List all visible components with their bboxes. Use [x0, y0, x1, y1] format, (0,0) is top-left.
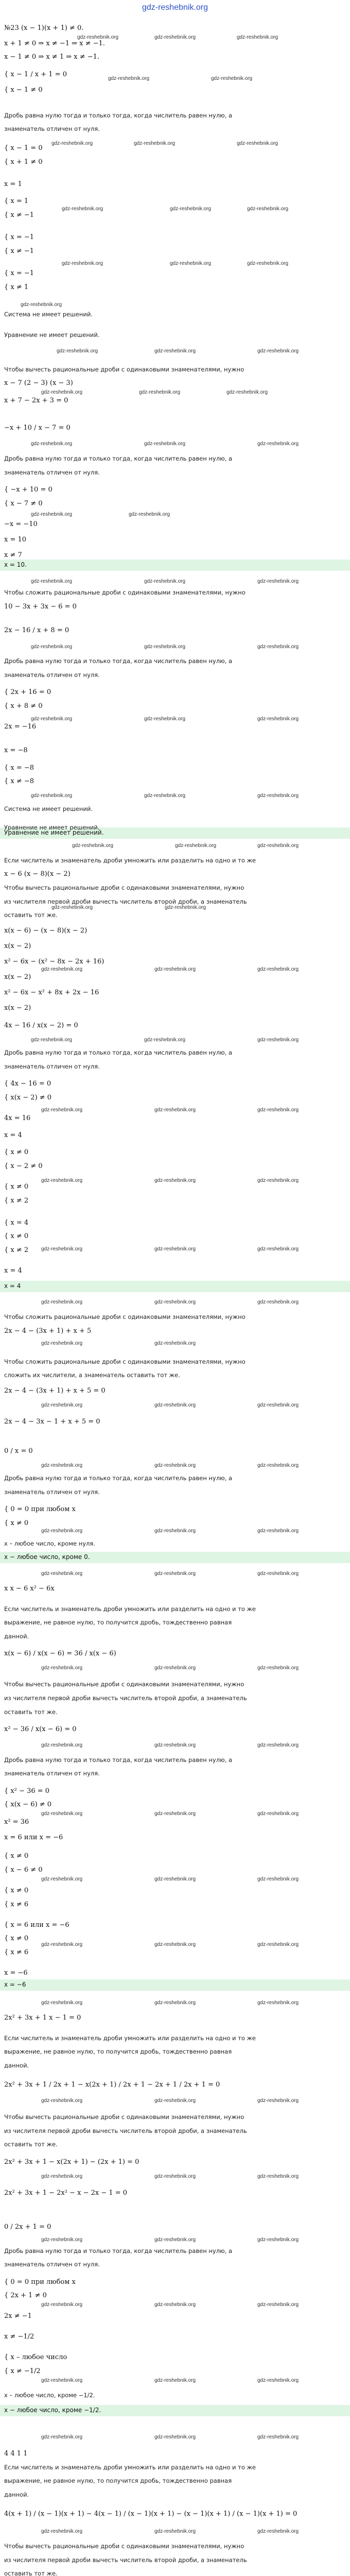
explanation-text: оставить тот же. — [4, 1708, 58, 1716]
explanation-text: Система не имеет решений. — [4, 311, 93, 318]
explanation-text: Чтобы сложить рациональные дроби с одинаковыми знаменателями, нужно — [4, 1358, 246, 1365]
site-header[interactable] — [0, 3, 350, 12]
watermark: gdz-reshebnik.org — [41, 1811, 83, 1817]
answer-highlight — [0, 1979, 350, 1991]
math-line: x² − 6x − (x² − 8x − 2x + 16) — [4, 958, 104, 965]
watermark: gdz-reshebnik.org — [154, 2434, 196, 2440]
math-line: 2x = −16 — [4, 723, 37, 731]
watermark: gdz-reshebnik.org — [41, 389, 83, 395]
explanation-text: знаменатель отличен от нуля. — [4, 469, 100, 476]
explanation-text: знаменатель отличен от нуля. — [4, 671, 100, 679]
explanation-text: знаменатель отличен от нуля. — [4, 125, 100, 132]
math-line: x² − 36 / x(x − 6) = 0 — [4, 1725, 77, 1733]
watermark: gdz-reshebnik.org — [154, 2237, 196, 2243]
watermark: gdz-reshebnik.org — [247, 206, 289, 212]
watermark: gdz-reshebnik.org — [257, 1665, 299, 1671]
explanation-text: из числителя первой дроби вычесть числитель второй дроби, а знаменатель — [4, 898, 247, 905]
watermark: gdz-reshebnik.org — [257, 843, 299, 849]
watermark: gdz-reshebnik.org — [41, 1942, 83, 1947]
math-line: { x = −8 — [4, 764, 34, 772]
watermark: gdz-reshebnik.org — [257, 2302, 299, 2308]
watermark: gdz-reshebnik.org — [31, 512, 73, 517]
explanation-text: Чтобы вычесть рациональные дроби с одинаковыми знаменателями, нужно — [4, 2113, 244, 2121]
watermark: gdz-reshebnik.org — [257, 1107, 299, 1113]
watermark: gdz-reshebnik.org — [62, 206, 103, 212]
watermark: gdz-reshebnik.org — [154, 2529, 196, 2534]
math-line: x − 6 (x − 8)(x − 2) — [4, 870, 71, 878]
math-line: { x ≠ 2 — [4, 1246, 29, 1254]
watermark: gdz-reshebnik.org — [257, 1742, 299, 1748]
explanation-text: оставить тот же. — [4, 2141, 58, 2148]
explanation-text: из числителя первой дроби вычесть числитель второй дроби, а знаменатель — [4, 1694, 247, 1702]
explanation-text: Дробь равна нулю тогда и только тогда, когда числитель равен нулю, а — [4, 112, 233, 119]
watermark: gdz-reshebnik.org — [144, 579, 186, 584]
explanation-text: Чтобы вычесть рациональные дроби с одинаковыми знаменателями, нужно — [4, 2543, 244, 2550]
watermark: gdz-reshebnik.org — [154, 1876, 196, 1882]
watermark: gdz-reshebnik.org — [226, 389, 268, 395]
math-line: { x = −1 — [4, 269, 34, 277]
watermark: gdz-reshebnik.org — [41, 1463, 83, 1468]
math-line: −x = −10 — [4, 520, 38, 528]
math-line: x(x − 2) — [4, 1004, 31, 1012]
math-line: 0 / x = 0 — [4, 1447, 33, 1455]
watermark: gdz-reshebnik.org — [77, 35, 119, 40]
watermark: gdz-reshebnik.org — [257, 2529, 299, 2534]
math-line: { x ≠ 0 — [4, 1852, 29, 1860]
explanation-text: знаменатель отличен от нуля. — [4, 1770, 100, 1777]
watermark: gdz-reshebnik.org — [41, 2434, 83, 2440]
watermark: gdz-reshebnik.org — [257, 1811, 299, 1817]
math-line: x ≠ −1/2 — [4, 2333, 34, 2341]
watermark: gdz-reshebnik.org — [31, 644, 73, 650]
watermark: gdz-reshebnik.org — [154, 348, 196, 354]
watermark: gdz-reshebnik.org — [41, 2378, 83, 2383]
explanation-text: знаменатель отличен от нуля. — [4, 1063, 100, 1070]
watermark: gdz-reshebnik.org — [41, 2302, 83, 2308]
watermark: gdz-reshebnik.org — [257, 348, 299, 354]
watermark: gdz-reshebnik.org — [154, 1942, 196, 1947]
explanation-text: Если числитель и знаменатель дроби умножить или разделить на одно и то же — [4, 1605, 256, 1613]
watermark: gdz-reshebnik.org — [257, 2434, 299, 2440]
explanation-text: Уравнение не имеет решений. — [4, 824, 100, 831]
math-line: x(x − 6) − (x − 8)(x − 2) — [4, 927, 87, 935]
math-line: { x − 1 / x + 1 = 0 — [4, 71, 67, 78]
math-line: { x ≠ 2 — [4, 1197, 29, 1205]
answer-highlight — [0, 1281, 350, 1292]
math-line: { x ≠ 6 — [4, 1948, 29, 1956]
watermark: gdz-reshebnik.org — [41, 1402, 83, 1408]
explanation-text: Если числитель и знаменатель дроби умножить или разделить на одно и то же — [4, 2035, 256, 2042]
math-line: x(x − 2) — [4, 942, 31, 950]
watermark: gdz-reshebnik.org — [62, 261, 103, 266]
watermark: gdz-reshebnik.org — [21, 302, 62, 308]
explanation-text: данной. — [4, 1633, 29, 1640]
math-line: x = 4 — [4, 1267, 22, 1275]
explanation-text: выражение, не равное нулю, то получится дробь, тождественно равная — [4, 1619, 232, 1626]
answer-highlight — [0, 560, 350, 571]
math-line: { x = 1 — [4, 197, 29, 205]
math-line: { x ≠ 0 — [4, 1232, 29, 1240]
math-line: x = −8 — [4, 747, 28, 754]
math-line: { x = 4 — [4, 1219, 29, 1227]
explanation-text: Дробь равна нулю тогда и только тогда, когда числитель равен нулю, а — [4, 1475, 233, 1482]
watermark: gdz-reshebnik.org — [257, 1876, 299, 1882]
math-line: { x(x − 2) ≠ 0 — [4, 1094, 52, 1101]
watermark: gdz-reshebnik.org — [257, 1463, 299, 1468]
answer-text: x − любое число, кроме −1/2. — [4, 2406, 101, 2414]
watermark: gdz-reshebnik.org — [41, 1876, 83, 1882]
watermark: gdz-reshebnik.org — [154, 2000, 196, 2006]
math-line: 4x − 16 / x(x − 2) = 0 — [4, 1022, 78, 1029]
watermark: gdz-reshebnik.org — [211, 76, 253, 81]
math-line: 4(x + 1) / (x − 1)(x + 1) − 4(x − 1) / (x − 1)(x + 1) − (x − 1)(x + 1) / (x − 1)(x + 1) = 0 — [4, 2510, 297, 2518]
math-line: { 2x + 1 ≠ 0 — [4, 2292, 47, 2299]
watermark: gdz-reshebnik.org — [257, 2237, 299, 2243]
math-line: x ≠ 7 — [4, 551, 22, 559]
watermark: gdz-reshebnik.org — [41, 1665, 83, 1671]
math-line: x = 10 — [4, 536, 27, 544]
math-line: 10 − 3x + 3x − 6 = 0 — [4, 603, 77, 611]
watermark: gdz-reshebnik.org — [257, 2098, 299, 2104]
math-line: { x − 1 ≠ 0 — [4, 86, 43, 94]
answer-text: x = 4 — [4, 1282, 21, 1290]
watermark: gdz-reshebnik.org — [41, 1246, 83, 1252]
explanation-text: выражение, не равное нулю, то получится дробь, тождественно равная — [4, 2048, 232, 2055]
watermark: gdz-reshebnik.org — [257, 1571, 299, 1577]
explanation-text: x – любое число, кроме нуля. — [4, 1540, 95, 1547]
math-line: x + 7 − 2x + 3 = 0 — [4, 397, 68, 404]
math-line: x + 1 ≠ 0 ⇒ x ≠ −1 ⇒ x ≠ −1. — [4, 40, 105, 47]
math-line: { x − 2 ≠ 0 — [4, 1162, 43, 1170]
math-line: x = 4 — [4, 1131, 22, 1139]
explanation-text: данной. — [4, 2062, 29, 2069]
watermark: gdz-reshebnik.org — [57, 348, 98, 354]
math-line: { x(x − 6) ≠ 0 — [4, 1801, 52, 1808]
explanation-text: оставить тот же. — [4, 2570, 58, 2576]
watermark: gdz-reshebnik.org — [129, 512, 170, 517]
watermark: gdz-reshebnik.org — [31, 716, 73, 722]
watermark: gdz-reshebnik.org — [257, 441, 299, 447]
watermark: gdz-reshebnik.org — [154, 1107, 196, 1113]
watermark: gdz-reshebnik.org — [257, 1528, 299, 1534]
watermark: gdz-reshebnik.org — [154, 1571, 196, 1577]
watermark: gdz-reshebnik.org — [154, 2302, 196, 2308]
math-line: { x − 7 ≠ 0 — [4, 500, 43, 507]
math-line: 0 / 2x + 1 = 0 — [4, 2223, 51, 2231]
watermark: gdz-reshebnik.org — [108, 76, 150, 81]
math-line: x − 1 ≠ 0 ⇒ x ≠ 1 ⇒ x ≠ −1. — [4, 53, 100, 61]
math-line: { x ≠ −1 — [4, 247, 34, 255]
math-line: №23 (x − 1)(x + 1) ≠ 0. — [4, 24, 84, 32]
watermark: gdz-reshebnik.org — [170, 206, 212, 212]
watermark: gdz-reshebnik.org — [154, 1402, 196, 1408]
site-name[interactable]: gdz-reshebnik.org — [142, 3, 208, 12]
math-line: { x = −1 — [4, 233, 34, 241]
explanation-text: Дробь равна нулю тогда и только тогда, когда числитель равен нулю, а — [4, 2247, 233, 2255]
watermark: gdz-reshebnik.org — [41, 2098, 83, 2104]
watermark: gdz-reshebnik.org — [41, 2529, 83, 2534]
watermark: gdz-reshebnik.org — [41, 1571, 83, 1577]
watermark: gdz-reshebnik.org — [154, 2174, 196, 2179]
math-line: x(x − 6) / x(x − 6) = 36 / x(x − 6) — [4, 1650, 116, 1657]
watermark: gdz-reshebnik.org — [41, 2000, 83, 2006]
watermark: gdz-reshebnik.org — [41, 1299, 83, 1305]
watermark: gdz-reshebnik.org — [41, 2237, 83, 2243]
watermark: gdz-reshebnik.org — [154, 1665, 196, 1671]
watermark: gdz-reshebnik.org — [41, 967, 83, 972]
watermark: gdz-reshebnik.org — [144, 644, 186, 650]
explanation-text: Если числитель и знаменатель дроби умножить или разделить на одно и то же — [4, 857, 256, 864]
watermark: gdz-reshebnik.org — [31, 441, 73, 447]
watermark: gdz-reshebnik.org — [144, 716, 186, 722]
watermark: gdz-reshebnik.org — [31, 1037, 73, 1043]
explanation-text: Дробь равна нулю тогда и только тогда, когда числитель равен нулю, а — [4, 455, 233, 462]
explanation-text: Система не имеет решений. — [4, 805, 93, 812]
watermark: gdz-reshebnik.org — [247, 261, 289, 266]
math-line: { 0 = 0 при любом x — [4, 2278, 76, 2286]
watermark: gdz-reshebnik.org — [72, 843, 114, 849]
watermark: gdz-reshebnik.org — [31, 579, 73, 584]
watermark: gdz-reshebnik.org — [154, 1742, 196, 1748]
watermark: gdz-reshebnik.org — [170, 261, 212, 266]
explanation-text: x – любое число, кроме −1/2. — [4, 2392, 95, 2399]
watermark: gdz-reshebnik.org — [134, 141, 176, 146]
watermark: gdz-reshebnik.org — [257, 1246, 299, 1252]
watermark: gdz-reshebnik.org — [257, 2174, 299, 2179]
watermark: gdz-reshebnik.org — [51, 141, 93, 146]
watermark: gdz-reshebnik.org — [237, 35, 278, 40]
math-line: x(x − 2) — [4, 973, 31, 981]
watermark: gdz-reshebnik.org — [41, 1107, 83, 1113]
math-line: 2x − 4 − (3x + 1) + x + 5 = 0 — [4, 1387, 106, 1395]
watermark: gdz-reshebnik.org — [257, 716, 299, 722]
math-line: x = 6 или x = −6 — [4, 1834, 63, 1841]
explanation-text: Уравнение не имеет решений. — [4, 331, 100, 338]
math-line: { x ≠ −1/2 — [4, 2367, 41, 2375]
explanation-text: знаменатель отличен от нуля. — [4, 1488, 100, 1496]
math-line: x = 1 — [4, 180, 22, 188]
math-line: 2x − 16 / x + 8 = 0 — [4, 626, 69, 634]
explanation-text: знаменатель отличен от нуля. — [4, 2261, 100, 2268]
watermark: gdz-reshebnik.org — [257, 579, 299, 584]
explanation-text: Чтобы сложить рациональные дроби с одинаковыми знаменателями, нужно — [4, 1313, 246, 1320]
watermark: gdz-reshebnik.org — [257, 967, 299, 972]
watermark: gdz-reshebnik.org — [41, 1742, 83, 1748]
math-line: 2x² + 3x + 1 − x(2x + 1) − (2x + 1) = 0 — [4, 2158, 139, 2166]
answer-highlight — [0, 1552, 350, 1563]
answer-text: x = −6 — [4, 1981, 26, 1988]
math-line: 2x² + 3x + 1 / 2x + 1 − x(2x + 1) / 2x + 1 − 2x + 1 / 2x + 1 = 0 — [4, 2081, 220, 2089]
watermark: gdz-reshebnik.org — [41, 2174, 83, 2179]
watermark: gdz-reshebnik.org — [165, 905, 206, 910]
watermark: gdz-reshebnik.org — [154, 967, 196, 972]
watermark: gdz-reshebnik.org — [51, 905, 93, 910]
math-line: { x ≠ 0 — [4, 1519, 29, 1527]
explanation-text: Дробь равна нулю тогда и только тогда, когда числитель равен нулю, а — [4, 1049, 233, 1056]
math-line: 2x − 4 − 3x − 1 + x + 5 = 0 — [4, 1418, 100, 1426]
math-line: 2x − 4 − (3x + 1) + x + 5 — [4, 1327, 92, 1335]
watermark: gdz-reshebnik.org — [154, 2098, 196, 2104]
explanation-text: оставить тот же. — [4, 911, 58, 919]
watermark: gdz-reshebnik.org — [237, 141, 278, 146]
watermark: gdz-reshebnik.org — [257, 793, 299, 799]
math-line: 4x = 16 — [4, 1114, 31, 1122]
explanation-text: Чтобы сложить рациональные дроби с одинаковыми знаменателями, нужно — [4, 589, 246, 596]
watermark: gdz-reshebnik.org — [257, 1402, 299, 1408]
math-line: { 2x + 16 = 0 — [4, 688, 51, 696]
math-line: { x ≠ 0 — [4, 1887, 29, 1894]
answer-text: x = 10. — [4, 561, 27, 568]
answer-text: Уравнение не имеет решений. — [4, 829, 104, 836]
math-line: { x ≠ 1 — [4, 283, 29, 291]
watermark: gdz-reshebnik.org — [154, 1299, 196, 1305]
math-line: { 4x − 16 = 0 — [4, 1080, 51, 1088]
math-line: { x + 1 ≠ 0 — [4, 158, 43, 166]
math-line: { 0 = 0 при любом x — [4, 1505, 76, 1513]
math-line: −x + 10 / x − 7 = 0 — [4, 424, 71, 432]
watermark: gdz-reshebnik.org — [41, 1178, 83, 1183]
watermark: gdz-reshebnik.org — [31, 793, 73, 799]
math-line: { x ≠ −8 — [4, 777, 34, 785]
math-line: { x – любое число — [4, 2353, 67, 2361]
math-line: x x − 6 x² − 6x — [4, 1585, 55, 1592]
watermark: gdz-reshebnik.org — [144, 793, 186, 799]
answer-highlight — [0, 2405, 350, 2416]
math-line: { x − 6 ≠ 0 — [4, 1866, 43, 1874]
math-line: { −x + 10 = 0 — [4, 486, 52, 494]
watermark: gdz-reshebnik.org — [257, 1942, 299, 1947]
math-line: x = −6 — [4, 1969, 28, 1977]
watermark: gdz-reshebnik.org — [154, 1178, 196, 1183]
watermark: gdz-reshebnik.org — [257, 1178, 299, 1183]
watermark: gdz-reshebnik.org — [41, 1341, 83, 1346]
answer-text: x − любое число, кроме 0. — [4, 1553, 90, 1561]
math-line: { x + 8 ≠ 0 — [4, 702, 43, 710]
watermark: gdz-reshebnik.org — [144, 1037, 186, 1043]
explanation-text: из числителя первой дроби вычесть числитель второй дроби, а знаменатель — [4, 2127, 247, 2134]
watermark: gdz-reshebnik.org — [154, 1528, 196, 1534]
math-line: { x ≠ 0 — [4, 1148, 29, 1156]
math-line: x² = 36 — [4, 1818, 29, 1826]
math-line: 2x² + 3x + 1 x − 1 = 0 — [4, 2014, 81, 2022]
watermark: gdz-reshebnik.org — [154, 1463, 196, 1468]
explanation-text: данной. — [4, 2491, 29, 2498]
explanation-text: Дробь равна нулю тогда и только тогда, когда числитель равен нулю, а — [4, 657, 233, 665]
watermark: gdz-reshebnik.org — [154, 2378, 196, 2383]
math-line: { x ≠ 6 — [4, 1901, 29, 1908]
watermark: gdz-reshebnik.org — [139, 389, 181, 395]
math-line: 2x ≠ −1 — [4, 2312, 32, 2320]
math-line: { x − 1 = 0 — [4, 144, 43, 152]
explanation-text: Чтобы вычесть рациональные дроби с одинаковыми знаменателями, нужно — [4, 1681, 244, 1688]
watermark: gdz-reshebnik.org — [257, 2000, 299, 2006]
watermark: gdz-reshebnik.org — [175, 843, 217, 849]
watermark: gdz-reshebnik.org — [257, 2378, 299, 2383]
math-line: x² − 6x − x² + 8x + 2x − 16 — [4, 989, 99, 996]
explanation-text: Если числитель и знаменатель дроби умножить или разделить на одно и то же — [4, 2464, 256, 2471]
explanation-text: Чтобы вычесть рациональные дроби с одинаковыми знаменателями, нужно — [4, 366, 244, 373]
watermark: gdz-reshebnik.org — [41, 1528, 83, 1534]
watermark: gdz-reshebnik.org — [154, 1341, 196, 1346]
math-line: { x ≠ −1 — [4, 211, 34, 219]
watermark: gdz-reshebnik.org — [154, 35, 196, 40]
math-line: 2x² + 3x + 1 − 2x² − x − 2x − 1 = 0 — [4, 2189, 128, 2197]
explanation-text: сложить их числители, а знаменатель оставить тот же. — [4, 1371, 180, 1379]
math-line: x − 7 (2 − 3) (x − 3) — [4, 379, 73, 387]
explanation-text: Дробь равна нулю тогда и только тогда, когда числитель равен нулю, а — [4, 1756, 233, 1764]
watermark: gdz-reshebnik.org — [154, 1246, 196, 1252]
math-line: { x = 6 или x = −6 — [4, 1921, 69, 1929]
explanation-text: из числителя первой дроби вычесть числитель второй дроби, а знаменатель — [4, 2556, 247, 2564]
watermark: gdz-reshebnik.org — [144, 441, 186, 447]
watermark: gdz-reshebnik.org — [257, 1037, 299, 1043]
math-line: { x ≠ 0 — [4, 1183, 29, 1191]
math-line: { x² − 36 = 0 — [4, 1787, 50, 1795]
math-line: { x ≠ 0 — [4, 1935, 29, 1942]
explanation-text: выражение, не равное нулю, то получится дробь, тождественно равная — [4, 2477, 232, 2484]
explanation-text: Чтобы вычесть рациональные дроби с одинаковыми знаменателями, нужно — [4, 884, 244, 891]
math-line: 4 4 1 1 — [4, 2450, 28, 2458]
watermark: gdz-reshebnik.org — [154, 1811, 196, 1817]
watermark: gdz-reshebnik.org — [257, 644, 299, 650]
watermark: gdz-reshebnik.org — [257, 1299, 299, 1305]
